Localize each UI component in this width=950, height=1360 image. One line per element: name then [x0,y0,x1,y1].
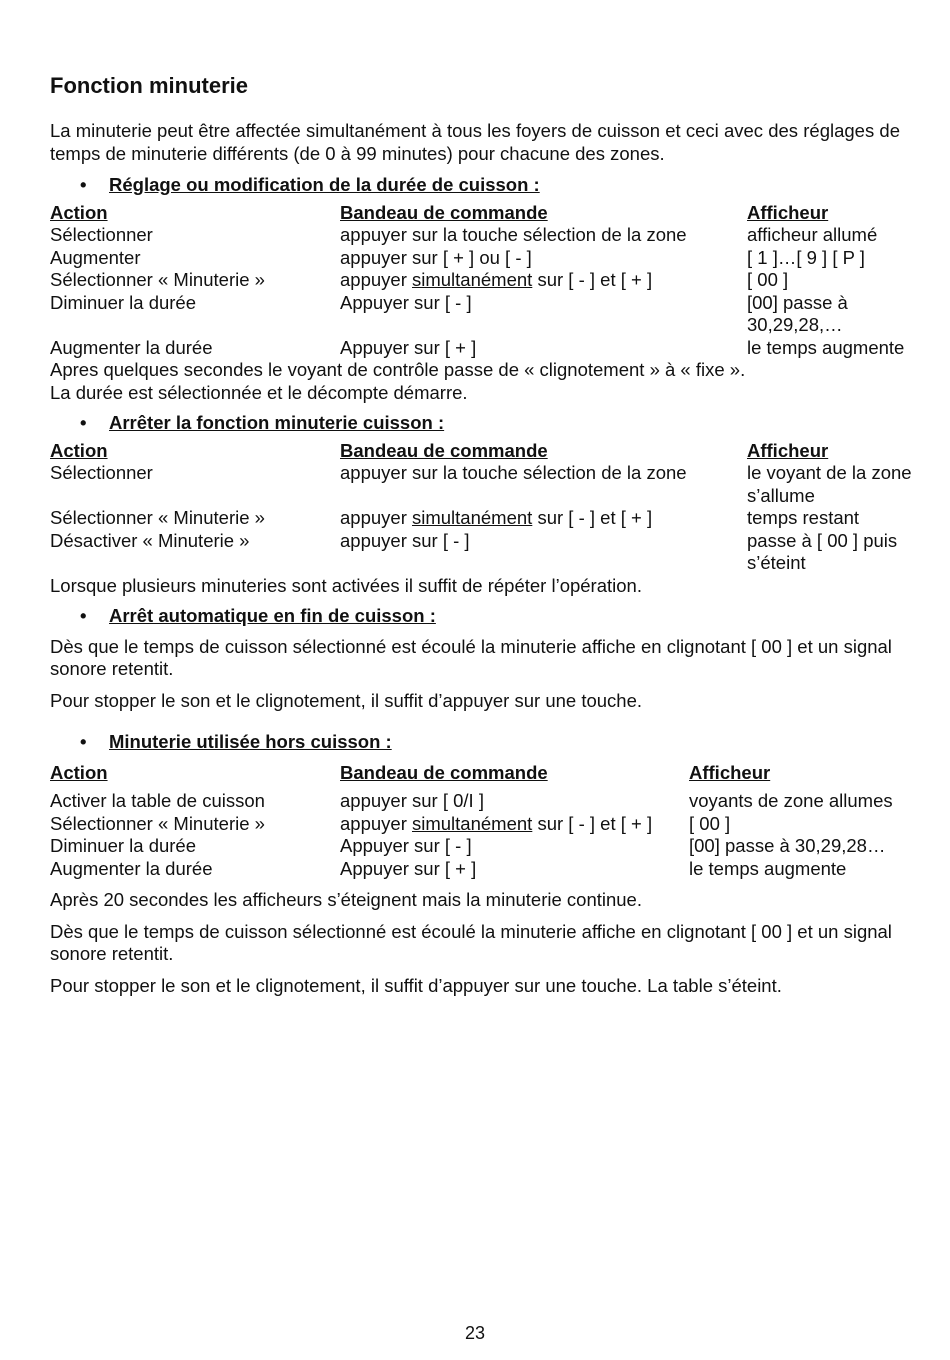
display-cell: le voyant de la zone s’allume [747,462,912,506]
table-header-row [50,762,920,791]
action-cell: Augmenter la durée [50,857,213,879]
action-cell: Sélectionner [50,224,153,245]
table-row [50,835,920,858]
column-header: Afficheur [689,761,771,783]
paragraph: Pour stopper le son et le clignotement, il suffit d’appuyer sur une touche. La table s’éteint. [50,974,782,996]
settings-table [50,202,920,360]
paragraph: Dès que le temps de cuisson sélectionné est écoulé la minuterie affiche en clignotant [ 00 ] et un signal sonore retentit. [50,920,892,964]
command-cell: appuyer simultanément sur [ - ] et [ + ] [340,269,653,290]
display-cell: temps restant [747,507,860,528]
table-row [50,292,920,337]
command-cell: appuyer simultanément sur [ - ] et [ + ] [340,507,653,528]
section-heading: • Arrêter la fonction minuterie cuisson : [80,412,445,433]
table-header-row [50,202,920,225]
action-cell: Sélectionner « Minuterie » [50,269,265,290]
command-cell: Appuyer sur [ + ] [340,857,477,879]
display-cell: [ 00 ] [747,269,789,290]
table-row [50,337,920,360]
bullet-icon: • [80,174,87,195]
column-header: Action [50,439,108,461]
action-cell: Activer la table de cuisson [50,790,265,811]
paragraph: Dès que le temps de cuisson sélectionné est écoulé la minuterie affiche en clignotant [ 00 ] et un signal sonore retentit. [50,635,892,679]
column-header: Bandeau de commande [340,761,548,783]
page-title: Fonction minuterie [50,73,248,98]
action-cell: Désactiver « Minuterie » [50,529,250,551]
action-cell: Sélectionner [50,462,153,483]
display-cell: [00] passe à 30,29,28,… [747,291,848,335]
command-cell: appuyer sur [ - ] [340,529,470,551]
bullet-icon: • [80,605,87,626]
table-row [50,462,920,507]
action-cell: Augmenter la durée [50,336,213,358]
command-cell: appuyer simultanément sur [ - ] et [ + ] [340,812,653,834]
table-row [50,858,920,881]
document-page [50,72,912,997]
action-cell: Diminuer la durée [50,835,197,856]
table-row [50,790,920,813]
column-header: Afficheur [747,201,829,223]
column-header: Bandeau de commande [340,201,548,223]
display-cell: le temps augmente [689,857,847,879]
bullet-icon: • [80,412,87,433]
section-heading: • Réglage ou modification de la durée de cuisson : [80,174,540,195]
note-line: La durée est sélectionnée et le décompte démarre. [50,381,468,403]
table-row [50,507,920,530]
action-cell: Sélectionner « Minuterie » [50,507,265,528]
command-cell: appuyer sur la touche sélection de la zone [340,224,687,245]
table-header-row [50,440,920,463]
intro-paragraph: La minuterie peut être affectée simultanément à tous les foyers de cuisson et ceci avec des réglages de temps de minuterie différents (de 0 à 99 minutes) pour chacune des zones. [50,120,900,164]
table-row [50,224,920,247]
standalone-timer-table [50,762,920,881]
display-cell: afficheur allumé [747,224,878,245]
column-header: Bandeau de commande [340,439,548,461]
column-header: Action [50,761,108,783]
display-cell: [00] passe à 30,29,28… [689,835,886,856]
note-line: Apres quelques secondes le voyant de contrôle passe de « clignotement » à « fixe ». [50,359,746,380]
stop-table [50,440,920,575]
paragraph: Après 20 secondes les afficheurs s’éteignent mais la minuterie continue. [50,889,642,910]
display-cell: [ 00 ] [689,812,731,834]
command-cell: Appuyer sur [ - ] [340,291,472,313]
action-cell: Sélectionner « Minuterie » [50,812,265,834]
section-heading: • Minuterie utilisée hors cuisson : [80,731,392,752]
paragraph: Pour stopper le son et le clignotement, il suffit d’appuyer sur une touche. [50,689,643,711]
page-number: 23 [464,1323,486,1343]
table-row [50,530,920,575]
action-cell: Augmenter [50,246,141,268]
display-cell: voyants de zone allumes [689,790,893,811]
command-cell: Appuyer sur [ - ] [340,835,472,856]
column-header: Action [50,201,108,223]
table-row [50,247,920,270]
section-heading: • Arrêt automatique en fin de cuisson : [80,605,436,626]
table-row [50,269,920,292]
action-cell: Diminuer la durée [50,291,197,313]
bullet-icon: • [80,731,87,752]
display-cell: passe à [ 00 ] puis s’éteint [747,529,898,573]
note-line: Lorsque plusieurs minuteries sont activées il suffit de répéter l’opération. [50,574,642,596]
display-cell: le temps augmente [747,336,905,358]
command-cell: appuyer sur la touche sélection de la zone [340,462,687,483]
command-cell: Appuyer sur [ + ] [340,336,477,358]
column-header: Afficheur [747,439,829,461]
display-cell: [ 1 ]…[ 9 ] [ P ] [747,246,865,268]
command-cell: appuyer sur [ + ] ou [ - ] [340,246,532,268]
command-cell: appuyer sur [ 0/I ] [340,790,484,811]
table-row [50,813,920,836]
